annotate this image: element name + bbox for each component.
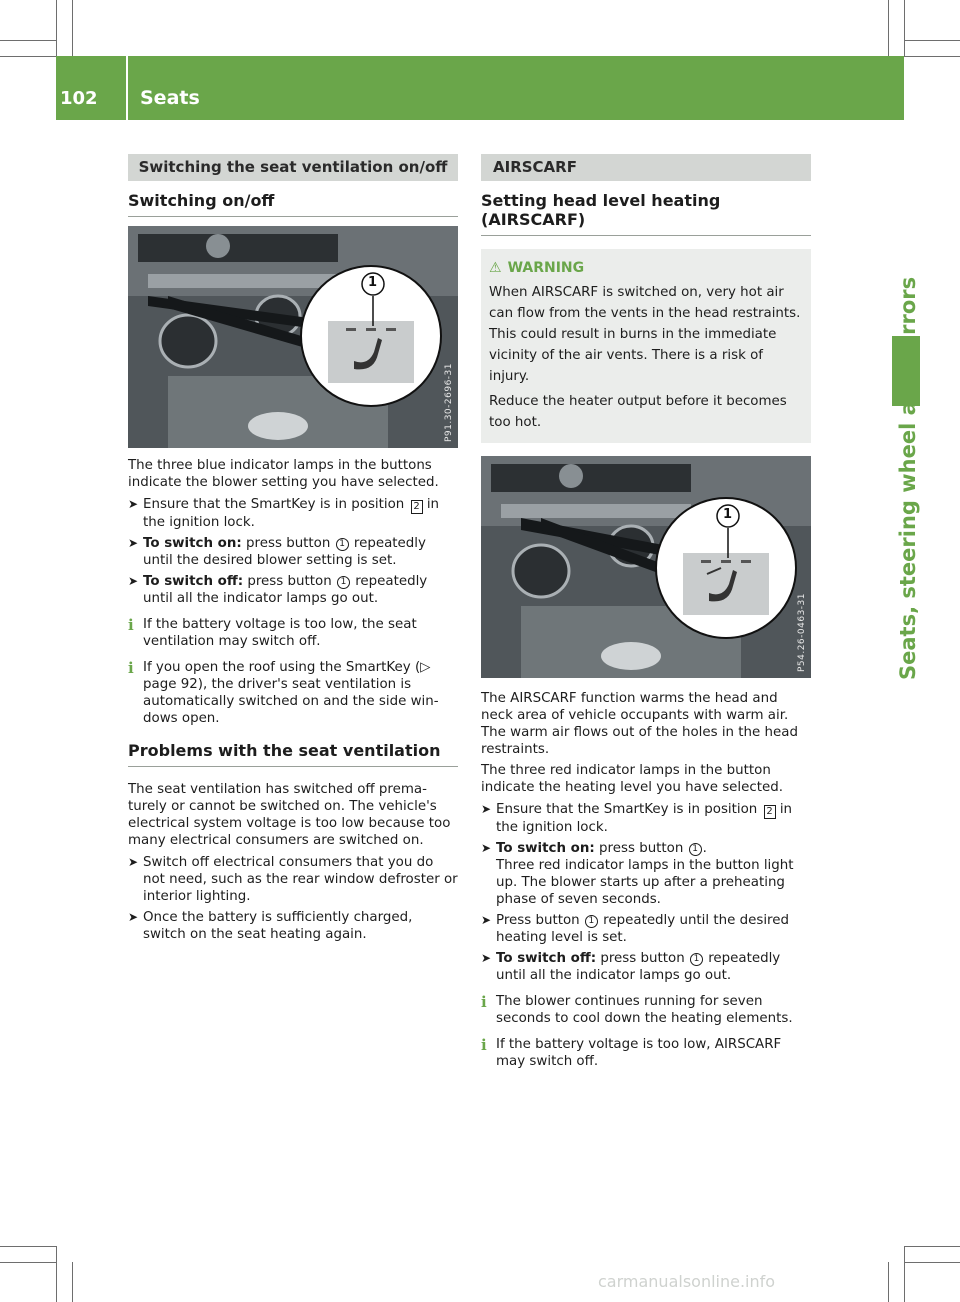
info-text: The blower continues running for seven seconds to cool down the heating elements. — [496, 994, 793, 1026]
step-list — [128, 496, 458, 607]
callout-circle: 1 — [337, 576, 350, 589]
intro-text: The three blue indicator lamps in the buttons indicate the blower setting you have selected. — [128, 458, 439, 490]
position-badge: 2 — [764, 805, 776, 819]
subheading-problems: Problems with the seat ventilation — [128, 741, 458, 767]
crop-mark — [904, 1246, 905, 1302]
step-item — [481, 950, 811, 984]
callout-circle: 1 — [690, 953, 703, 966]
step-item — [128, 854, 458, 905]
crop-mark — [72, 0, 73, 56]
side-tab-text: Seats, steering wheel and mirrors — [896, 276, 920, 680]
warning-title — [489, 260, 802, 276]
step-text: press button — [596, 951, 689, 966]
arrow-icon: ➤ — [128, 910, 139, 924]
position-badge: 2 — [411, 500, 423, 514]
info-text: If you open the roof using the SmartKey (▷ page 92), the driver's seat ventilation is automatically switched on and the side win-dows open. — [143, 660, 439, 726]
step-item — [481, 840, 811, 908]
warning-triangle-icon: ⚠ — [489, 260, 502, 276]
step-item — [128, 496, 458, 531]
step-text: in the ignition lock. — [496, 802, 793, 835]
crop-mark — [904, 56, 960, 57]
crop-mark — [56, 0, 57, 56]
callout-circle: 1 — [689, 843, 702, 856]
arrow-icon: ➤ — [128, 497, 139, 511]
info-note — [481, 1036, 811, 1070]
step-text: press button — [243, 574, 336, 589]
step-item — [128, 909, 458, 943]
info-icon: i — [481, 1036, 487, 1054]
watermark: carmanualsonline.info — [598, 1272, 776, 1291]
info-note — [481, 993, 811, 1027]
step-text: Once the battery is sufficiently charged, switch on the seat heating again. — [143, 910, 413, 942]
crop-mark — [904, 0, 905, 56]
problem-text: The seat ventilation has switched off prema-turely or cannot be switched on. The vehicle's electrical system voltage is too low because too many electrical consumers are switched on. — [128, 782, 451, 848]
callout-number: 1 — [723, 507, 733, 522]
step-label: To switch on: — [496, 841, 595, 856]
callout-circle: 1 — [585, 915, 598, 928]
figure-airscarf — [481, 456, 811, 678]
section-band-ventilation: Switching the seat ventilation on/off — [128, 154, 458, 181]
step-text: repeatedly until all the indicator lamps go out. — [496, 951, 781, 983]
crop-mark — [72, 1262, 73, 1302]
crop-mark — [904, 1246, 960, 1247]
step-text: press button — [594, 841, 688, 856]
step-item — [128, 573, 458, 607]
warning-box — [481, 249, 811, 443]
crop-mark — [904, 1262, 960, 1263]
info-icon: i — [128, 659, 134, 677]
info-icon: i — [481, 993, 487, 1011]
intro-text: The three red indicator lamps in the button indicate the heating level you have selected. — [481, 763, 783, 795]
step-text: Three red indicator lamps in the button light up. The blower starts up after a preheating phase of seven seconds. — [496, 858, 794, 907]
crop-mark — [0, 40, 56, 41]
step-text: . — [702, 841, 707, 856]
crop-mark — [56, 1246, 57, 1302]
section-band-airscarf: AIRSCARF — [481, 154, 811, 181]
crop-mark — [0, 1246, 56, 1247]
step-text: repeatedly until the desired blower setting is set. — [143, 536, 426, 568]
step-text: Press button — [496, 913, 584, 928]
right-column — [481, 154, 811, 1070]
step-text: press button — [241, 536, 335, 551]
warning-text: Reduce the heater output before it becomes too hot. — [489, 394, 787, 430]
page-number: 102 — [60, 88, 98, 109]
problem-step-list — [128, 854, 458, 943]
page-title: Seats — [140, 87, 200, 109]
figure-illustration — [481, 456, 811, 678]
figure-illustration — [128, 226, 458, 448]
step-list — [481, 801, 811, 984]
step-text: Ensure that the SmartKey is in position — [496, 802, 758, 817]
step-item — [481, 912, 811, 946]
step-text: repeatedly until all the indicator lamps go out. — [143, 574, 428, 606]
step-item — [481, 801, 811, 836]
side-tab-label — [896, 276, 936, 720]
arrow-icon: ➤ — [128, 536, 139, 550]
left-column — [128, 154, 458, 947]
step-text: Switch off electrical consumers that you do not need, such as the rear window defroster or interior lighting. — [143, 855, 458, 904]
crop-mark — [888, 1262, 889, 1302]
info-note — [128, 616, 458, 650]
step-text: Ensure that the SmartKey is in position — [143, 497, 405, 512]
arrow-icon: ➤ — [128, 574, 139, 588]
callout-number: 1 — [368, 275, 378, 290]
info-icon: i — [128, 616, 134, 634]
figure-code: P54.26-0463-31 — [797, 592, 807, 672]
crop-mark — [0, 1262, 56, 1263]
step-label: To switch off: — [143, 574, 244, 589]
header-divider — [126, 56, 128, 120]
crop-mark — [0, 56, 56, 57]
figure-seat-ventilation — [128, 226, 458, 448]
crop-mark — [888, 0, 889, 56]
figure-code: P91.30-2696-31 — [444, 362, 454, 442]
info-note — [128, 659, 458, 727]
arrow-icon: ➤ — [481, 841, 492, 855]
step-text: in the ignition lock. — [143, 497, 440, 530]
step-item — [128, 535, 458, 569]
callout-circle: 1 — [336, 538, 349, 551]
step-label: To switch on: — [143, 536, 242, 551]
subheading-switching: Switching on/off — [128, 191, 458, 217]
info-text: If the battery voltage is too low, the seat ventilation may switch off. — [143, 617, 417, 649]
step-text: repeatedly until the desired heating level is set. — [496, 913, 789, 945]
warning-text: When AIRSCARF is switched on, very hot air can flow from the vents in the head restraints. This could result in burns in the immediate vicinity of the air vents. There is a risk of injury. — [489, 285, 801, 384]
arrow-icon: ➤ — [481, 802, 492, 816]
arrow-icon: ➤ — [128, 855, 139, 869]
arrow-icon: ➤ — [481, 951, 492, 965]
arrow-icon: ➤ — [481, 913, 492, 927]
intro-text: The AIRSCARF function warms the head and neck area of vehicle occupants with warm air. The warm air flows out of the holes in the head restraints. — [481, 691, 798, 757]
subheading-airscarf: Setting head level heating (AIRSCARF) — [481, 191, 811, 236]
info-text: If the battery voltage is too low, AIRSCARF may switch off. — [496, 1037, 782, 1069]
crop-mark — [904, 40, 960, 41]
step-label: To switch off: — [496, 951, 597, 966]
warning-label: WARNING — [507, 260, 585, 276]
